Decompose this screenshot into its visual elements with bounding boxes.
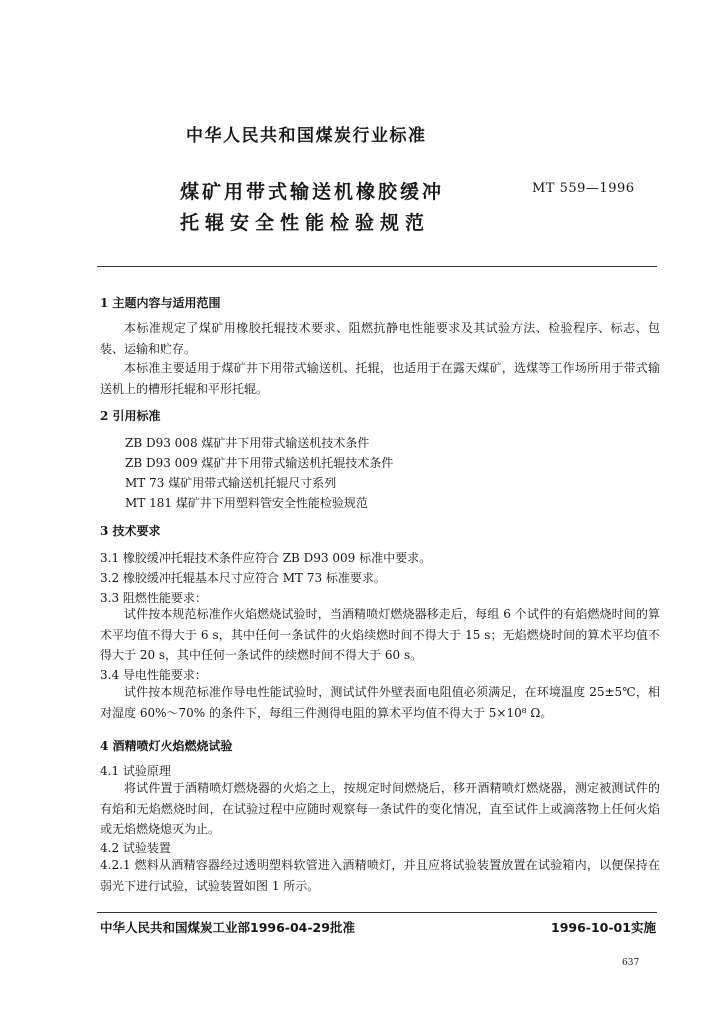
reference-item: ZB D93 008 煤矿井下用带式输送机技术条件 bbox=[125, 436, 370, 450]
clause-3-4-heading: 3.4 导电性能要求： bbox=[100, 668, 207, 682]
footer-divider bbox=[97, 912, 657, 913]
reference-item: ZB D93 009 煤矿井下用带式输送机托辊技术条件 bbox=[125, 456, 394, 470]
clause-4-1-heading: 4.1 试验原理 bbox=[100, 764, 171, 778]
clause-3-3-paragraph: 试件按本规范标准作火焰燃烧试验时，当酒精喷灯燃烧器移走后，每组 6 个试件的有焰燃烧时间的算术平均值不得大于 6 s，其中任何一条试件的火焰续燃时间不得大于 15 s；无焰燃烧时间的算术平均值不得大于 20 s，其中任何一条试件的续燃时间不得大于 60 s。 bbox=[100, 607, 660, 662]
clause-3-3-heading: 3.3 阻燃性能要求： bbox=[100, 591, 207, 605]
section-1-paragraph-2: 本标准主要适用于煤矿井下用带式输送机、托辊，也适用于在露天煤矿，选煤等工作场所用于带式输送机上的槽形托辊和平形托辊。 bbox=[100, 361, 660, 396]
reference-item: MT 181 煤矿井下用塑料管安全性能检验规范 bbox=[125, 496, 368, 510]
document-title-line2: 托辊安全性能检验规范 bbox=[180, 212, 431, 234]
clause-4-1-paragraph: 将试件置于酒精喷灯燃烧器的火焰之上，按规定时间燃烧后，移开酒精喷灯燃烧器，测定被测试件的有焰和无焰燃烧时间，在试验过程中应随时观察每一条试件的变化情况，直至试件上或滴落物上任何火焰或无焰燃烧熄灭为止。 bbox=[100, 781, 660, 836]
header-divider bbox=[97, 266, 657, 267]
section-2-heading: 2 引用标准 bbox=[100, 409, 161, 423]
section-1-paragraph-1: 本标准规定了煤矿用橡胶托辊技术要求、阻燃抗静电性能要求及其试验方法、检验程序、标志、包装、运输和贮存。 bbox=[100, 321, 660, 356]
document-title-line1: 煤矿用带式输送机橡胶缓冲 bbox=[180, 181, 445, 203]
clause-3-2: 3.2 橡胶缓冲托辊基本尺寸应符合 MT 73 标准要求。 bbox=[100, 571, 386, 585]
page-number: 637 bbox=[622, 958, 640, 968]
implementation-date: 1996-10-01实施 bbox=[551, 920, 656, 935]
section-3-heading: 3 技术要求 bbox=[100, 524, 161, 538]
clause-3-1: 3.1 橡胶缓冲托辊技术条件应符合 ZB D93 009 标准中要求。 bbox=[100, 551, 432, 565]
clause-3-4-paragraph: 试件按本规范标准作导电性能试验时，测试试件外壁表面电阻值必须满足，在环境温度 25±5℃，相对湿度 60%～70% 的条件下，每组三件测得电阻的算术平均值不得大于 5×10⁸ Ω。 bbox=[100, 685, 660, 720]
clause-4-2-heading: 4.2 试验装置 bbox=[100, 841, 171, 855]
clause-4-2-1-paragraph: 4.2.1 燃料从酒精容器经过透明塑料软管进入酒精喷灯，并且应将试验装置放置在试验箱内，以便保持在弱光下进行试验，试验装置如图 1 所示。 bbox=[100, 858, 660, 893]
standard-number: MT 559—1996 bbox=[532, 181, 635, 196]
org-title: 中华人民共和国煤炭行业标准 bbox=[186, 126, 427, 146]
section-1-heading: 1 主题内容与适用范围 bbox=[100, 296, 221, 310]
section-4-heading: 4 酒精喷灯火焰燃烧试验 bbox=[100, 739, 233, 753]
approval-line: 中华人民共和国煤炭工业部1996-04-29批准 bbox=[100, 920, 355, 935]
reference-item: MT 73 煤矿用带式输送机托辊尺寸系列 bbox=[125, 476, 337, 490]
